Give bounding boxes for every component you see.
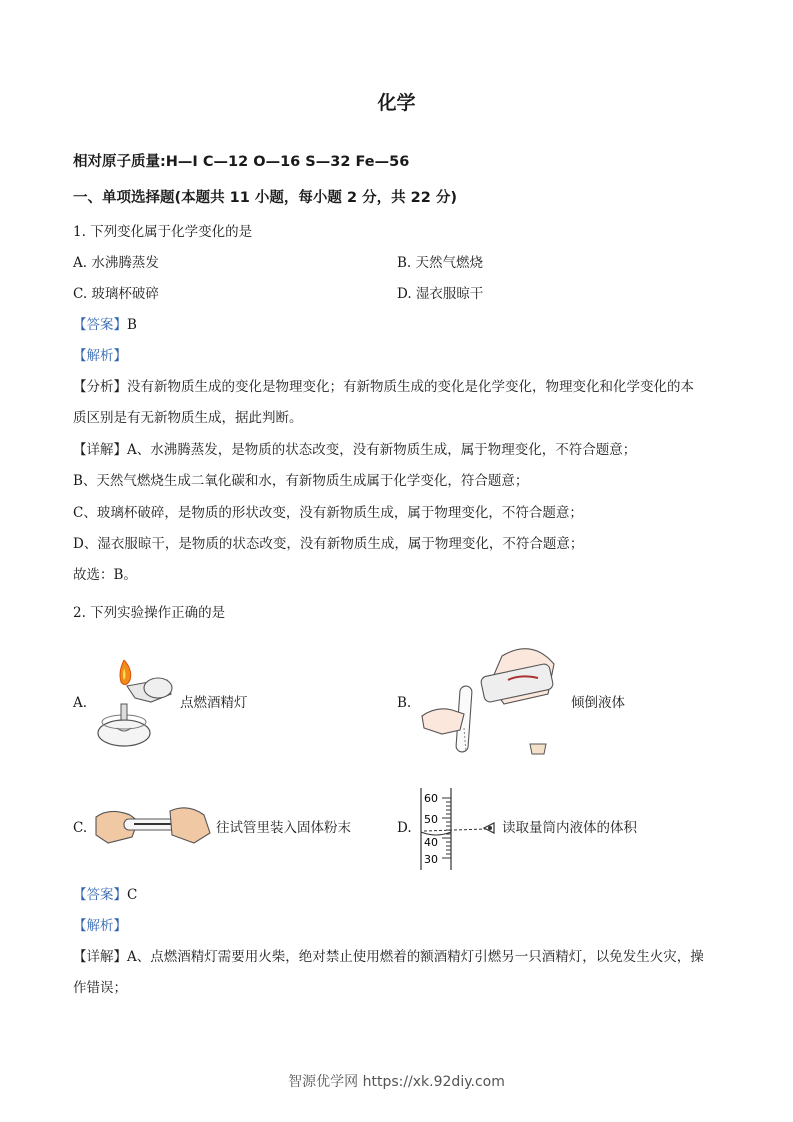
fenxi-tag: 【分析】: [73, 379, 127, 395]
detail-tag: 【详解】: [73, 949, 127, 965]
q1-option-c: C. 玻璃杯破碎: [73, 286, 159, 302]
q1-detail-d: D、湿衣服晾干，是物质的状态改变，没有新物质生成，属于物理变化，不符合题意；: [73, 536, 584, 552]
q2-option-b-letter: B.: [397, 695, 412, 711]
footer-watermark[interactable]: 智源优学网 https://xk.92diy.com: [288, 1074, 505, 1090]
q1-analysis-tag: 【解析】: [73, 348, 127, 364]
scale-label-30: 30: [424, 853, 438, 866]
lamp-body: [98, 720, 150, 746]
eye-pupil: [488, 826, 492, 830]
atomic-mass-line: 相对原子质量:H—I C—12 O—16 S—32 Fe—56: [73, 154, 410, 170]
q2-option-d-caption: 读取量筒内液体的体积: [502, 820, 637, 836]
q2-answer: C: [127, 887, 138, 903]
q1-answer-row: [73, 315, 137, 335]
answer-tag: 【答案】: [73, 317, 127, 333]
fenxi-text: 没有新物质生成的变化是物理变化；有新物质生成的变化是化学变化，物理变化和化学变化的本: [127, 379, 694, 395]
q1-conclusion: 故选：B。: [73, 567, 137, 583]
alcohol-lamp-lighting-figure: [92, 658, 182, 750]
hand-holding-tube: [422, 709, 464, 734]
stopper-icon: [530, 744, 546, 754]
second-lamp-body: [144, 678, 172, 698]
q1-detail-b: B、天然气燃烧生成二氧化碳和水，有新物质生成属于化学变化，符合题意；: [73, 473, 529, 489]
page-title: 化学: [377, 92, 416, 114]
q2-option-c-letter: C.: [73, 820, 88, 836]
section-heading: 一、单项选择题(本题共 11 小题，每小题 2 分，共 22 分): [73, 190, 457, 206]
q2-option-a-letter: A.: [73, 695, 88, 711]
q2-analysis-tag: 【解析】: [73, 918, 127, 934]
pouring-liquid-figure: [420, 636, 570, 766]
graduated-cylinder-figure: [418, 786, 502, 872]
q2-detail-text: A、点燃酒精灯需要用火柴，绝对禁止使用燃着的额酒精灯引燃另一只酒精灯，以免发生火灾，操: [127, 949, 704, 965]
flame-icon: [120, 660, 131, 685]
answer-tag: 【答案】: [73, 887, 127, 903]
q2-option-b-caption: 倾倒液体: [571, 695, 625, 711]
q2-detail-line1: [73, 947, 704, 967]
q1-option-d: D. 湿衣服晾干: [397, 286, 484, 302]
q2-option-c-caption: 往试管里装入固体粉末: [216, 820, 351, 836]
scale-label-40: 40: [424, 836, 438, 849]
detail-a-text: A、水沸腾蒸发，是物质的状态改变，没有新物质生成，属于物理变化，不符合题意；: [127, 442, 637, 458]
q2-stem: 2. 下列实验操作正确的是: [73, 605, 226, 621]
q2-option-a-caption: 点燃酒精灯: [180, 695, 248, 711]
q1-stem: 1. 下列变化属于化学变化的是: [73, 224, 253, 240]
scale-label-60: 60: [424, 792, 438, 805]
detail-tag: 【详解】: [73, 442, 127, 458]
q2-answer-row: [73, 885, 137, 905]
sight-line: [424, 829, 486, 831]
q1-option-b: B. 天然气燃烧: [397, 255, 484, 271]
q1-detail-a: [73, 440, 636, 460]
q1-answer: B: [127, 317, 137, 333]
liquid-meniscus: [421, 832, 451, 835]
lamp-wick: [121, 704, 127, 720]
powder-into-tube-figure: [94, 803, 214, 849]
q2-option-d-letter: D.: [397, 820, 412, 836]
cylinder-ticks: [442, 798, 451, 858]
q1-fenxi-line2: 质区别是有无新物质生成，据此判断。: [73, 410, 303, 426]
q1-option-a: A. 水沸腾蒸发: [73, 255, 159, 271]
q1-fenxi-line1: [73, 377, 694, 397]
right-hand: [170, 808, 210, 843]
q1-detail-c: C、玻璃杯破碎，是物质的形状改变，没有新物质生成，属于物理变化，不符合题意；: [73, 505, 583, 521]
q2-detail-line2: 作错误；: [73, 980, 127, 996]
scale-label-50: 50: [424, 813, 438, 826]
